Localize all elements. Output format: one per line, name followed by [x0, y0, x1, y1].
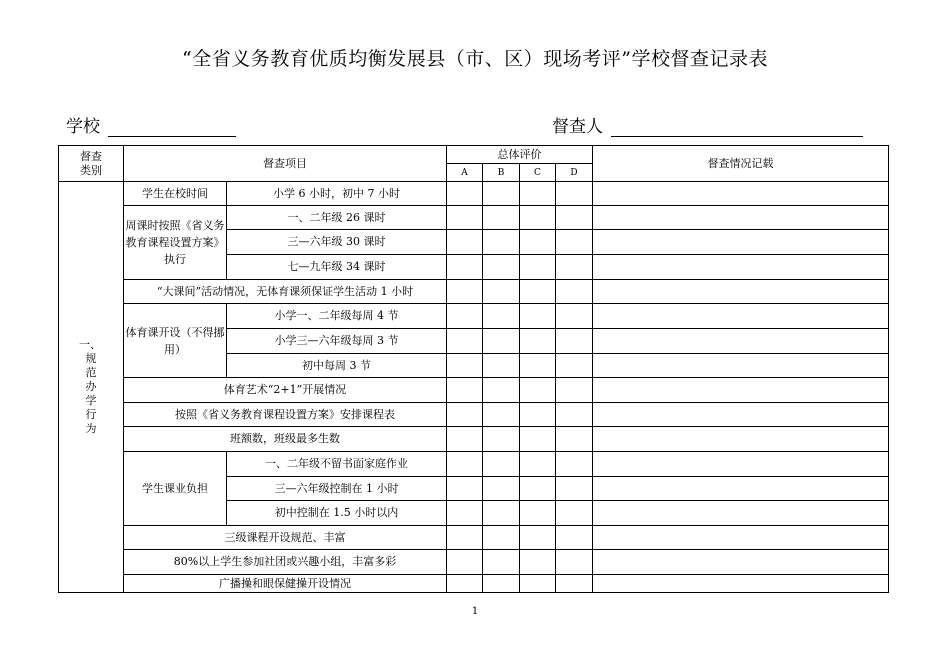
item-full: 80%以上学生参加社团或兴趣小组，丰富多彩	[124, 550, 447, 575]
grade-d-cell[interactable]	[556, 501, 593, 526]
grade-b-cell[interactable]	[483, 378, 520, 403]
grade-c-cell[interactable]	[520, 550, 556, 575]
table-row	[59, 427, 889, 452]
item-detail: 七—九年级 34 课时	[227, 255, 447, 280]
item-label: 周课时按照《省义务教育课程设置方案》执行	[124, 206, 227, 280]
grade-d-cell[interactable]	[556, 403, 593, 427]
category-char: 规	[85, 352, 97, 365]
grade-c-cell[interactable]	[520, 427, 556, 452]
grade-d-cell[interactable]	[556, 427, 593, 452]
grade-d-cell[interactable]	[556, 280, 593, 304]
school-blank[interactable]	[108, 116, 236, 137]
category-char: 范	[85, 366, 97, 379]
category-text	[79, 338, 101, 436]
grade-d-cell[interactable]	[556, 206, 593, 230]
table-row	[59, 526, 889, 550]
grade-c-cell[interactable]	[520, 182, 556, 206]
grade-a-cell[interactable]	[447, 477, 483, 501]
header-category-line1: 督查	[80, 149, 102, 163]
inspection-table	[58, 145, 889, 593]
grade-c-cell[interactable]	[520, 452, 556, 477]
table-row	[59, 206, 889, 230]
item-full: 体育艺术“2+1”开展情况	[124, 378, 447, 403]
category-char: 行	[85, 408, 97, 421]
grade-b-cell[interactable]	[483, 427, 520, 452]
grade-c-cell[interactable]	[520, 304, 556, 329]
header-item: 督查项目	[124, 146, 447, 182]
grade-b-cell[interactable]	[483, 550, 520, 575]
item-label: 学生在校时间	[124, 182, 227, 206]
record-cell[interactable]	[593, 403, 889, 427]
grade-a-cell[interactable]	[447, 550, 483, 575]
grade-d-cell[interactable]	[556, 452, 593, 477]
item-full: 班额数，班级最多生数	[124, 427, 447, 452]
grade-a-cell[interactable]	[447, 182, 483, 206]
grade-a-cell[interactable]	[447, 378, 483, 403]
school-field	[66, 112, 236, 137]
record-cell[interactable]	[593, 378, 889, 403]
category-char: 学	[85, 394, 97, 407]
record-cell[interactable]	[593, 575, 889, 593]
grade-b-cell[interactable]	[483, 526, 520, 550]
inspector-label: 督查人	[552, 117, 603, 137]
grade-b-cell[interactable]	[483, 230, 520, 255]
grade-c-cell[interactable]	[520, 255, 556, 280]
table-row	[59, 403, 889, 427]
item-full: 三级课程开设规范、丰富	[124, 526, 447, 550]
item-detail: 一、二年级不留书面家庭作业	[227, 452, 447, 477]
grade-a-cell[interactable]	[447, 427, 483, 452]
grade-d-cell[interactable]	[556, 230, 593, 255]
item-full: 广播操和眼保健操开设情况	[124, 575, 447, 593]
item-full: “大课间”活动情况，无体育课须保证学生活动 1 小时	[124, 280, 447, 304]
grade-b-cell[interactable]	[483, 477, 520, 501]
header-grade-d: D	[556, 164, 593, 182]
table-row	[59, 182, 889, 206]
grade-a-cell[interactable]	[447, 329, 483, 354]
record-cell[interactable]	[593, 501, 889, 526]
item-detail: 初中每周 3 节	[227, 354, 447, 378]
header-grade-b: B	[483, 164, 520, 182]
grade-b-cell[interactable]	[483, 452, 520, 477]
grade-a-cell[interactable]	[447, 452, 483, 477]
grade-c-cell[interactable]	[520, 501, 556, 526]
document-title: “全省义务教育优质均衡发展县（市、区）现场考评”学校督查记录表	[182, 48, 768, 70]
grade-c-cell[interactable]	[520, 230, 556, 255]
item-label: 体育课开设（不得挪用）	[124, 304, 227, 378]
grade-c-cell[interactable]	[520, 280, 556, 304]
category-char: 一、	[79, 338, 101, 351]
table-row	[59, 378, 889, 403]
record-cell[interactable]	[593, 427, 889, 452]
header-grade-a: A	[447, 164, 483, 182]
grade-d-cell[interactable]	[556, 378, 593, 403]
item-full: 按照《省义务教育课程设置方案》安排课程表	[124, 403, 447, 427]
grade-c-cell[interactable]	[520, 329, 556, 354]
grade-c-cell[interactable]	[520, 206, 556, 230]
table-row	[59, 550, 889, 575]
record-cell[interactable]	[593, 550, 889, 575]
grade-c-cell[interactable]	[520, 477, 556, 501]
grade-b-cell[interactable]	[483, 329, 520, 354]
school-label: 学校	[66, 117, 100, 137]
table-row	[59, 575, 889, 593]
table-row	[59, 280, 889, 304]
item-detail: 小学一、二年级每周 4 节	[227, 304, 447, 329]
grade-d-cell[interactable]	[556, 304, 593, 329]
item-detail: 一、二年级 26 课时	[227, 206, 447, 230]
record-cell[interactable]	[593, 280, 889, 304]
record-cell[interactable]	[593, 452, 889, 477]
grade-a-cell[interactable]	[447, 304, 483, 329]
grade-d-cell[interactable]	[556, 477, 593, 501]
grade-a-cell[interactable]	[447, 255, 483, 280]
grade-a-cell[interactable]	[447, 501, 483, 526]
grade-b-cell[interactable]	[483, 255, 520, 280]
grade-c-cell[interactable]	[520, 354, 556, 378]
record-cell[interactable]	[593, 304, 889, 329]
record-cell[interactable]	[593, 182, 889, 206]
grade-c-cell[interactable]	[520, 526, 556, 550]
grade-c-cell[interactable]	[520, 575, 556, 593]
grade-d-cell[interactable]	[556, 575, 593, 593]
table-row	[59, 452, 889, 477]
record-cell[interactable]	[593, 255, 889, 280]
category-char: 为	[85, 422, 97, 435]
item-detail: 三—六年级 30 课时	[227, 230, 447, 255]
category-char: 办	[85, 380, 97, 393]
record-cell[interactable]	[593, 354, 889, 378]
grade-d-cell[interactable]	[556, 255, 593, 280]
grade-d-cell[interactable]	[556, 329, 593, 354]
table-row	[59, 304, 889, 329]
category-cell	[59, 182, 124, 593]
grade-c-cell[interactable]	[520, 378, 556, 403]
grade-a-cell[interactable]	[447, 206, 483, 230]
grade-a-cell[interactable]	[447, 230, 483, 255]
grade-d-cell[interactable]	[556, 182, 593, 206]
record-cell[interactable]	[593, 477, 889, 501]
item-detail: 小学三—六年级每周 3 节	[227, 329, 447, 354]
item-label: 学生课业负担	[124, 452, 227, 526]
grade-b-cell[interactable]	[483, 575, 520, 593]
record-cell[interactable]	[593, 206, 889, 230]
grade-a-cell[interactable]	[447, 354, 483, 378]
header-grade-c: C	[520, 164, 556, 182]
inspector-blank[interactable]	[611, 116, 863, 137]
grade-b-cell[interactable]	[483, 403, 520, 427]
grade-c-cell[interactable]	[520, 403, 556, 427]
grade-b-cell[interactable]	[483, 354, 520, 378]
grade-b-cell[interactable]	[483, 182, 520, 206]
grade-b-cell[interactable]	[483, 501, 520, 526]
grade-b-cell[interactable]	[483, 304, 520, 329]
item-detail: 初中控制在 1.5 小时以内	[227, 501, 447, 526]
item-detail: 小学 6 小时，初中 7 小时	[227, 182, 447, 206]
grade-b-cell[interactable]	[483, 280, 520, 304]
header-category	[59, 146, 124, 182]
inspector-field	[552, 112, 863, 137]
grade-d-cell[interactable]	[556, 526, 593, 550]
record-cell[interactable]	[593, 230, 889, 255]
header-evaluation: 总体评价	[447, 146, 593, 164]
grade-d-cell[interactable]	[556, 354, 593, 378]
grade-a-cell[interactable]	[447, 280, 483, 304]
header-category-line2: 类别	[80, 163, 102, 177]
item-detail: 三—六年级控制在 1 小时	[227, 477, 447, 501]
grade-a-cell[interactable]	[447, 526, 483, 550]
grade-d-cell[interactable]	[556, 550, 593, 575]
grade-b-cell[interactable]	[483, 206, 520, 230]
header-record: 督查情况记载	[593, 146, 889, 182]
grade-a-cell[interactable]	[447, 575, 483, 593]
header-row	[59, 146, 889, 164]
grade-a-cell[interactable]	[447, 403, 483, 427]
record-cell[interactable]	[593, 329, 889, 354]
page-number: 1	[471, 606, 479, 617]
record-cell[interactable]	[593, 526, 889, 550]
